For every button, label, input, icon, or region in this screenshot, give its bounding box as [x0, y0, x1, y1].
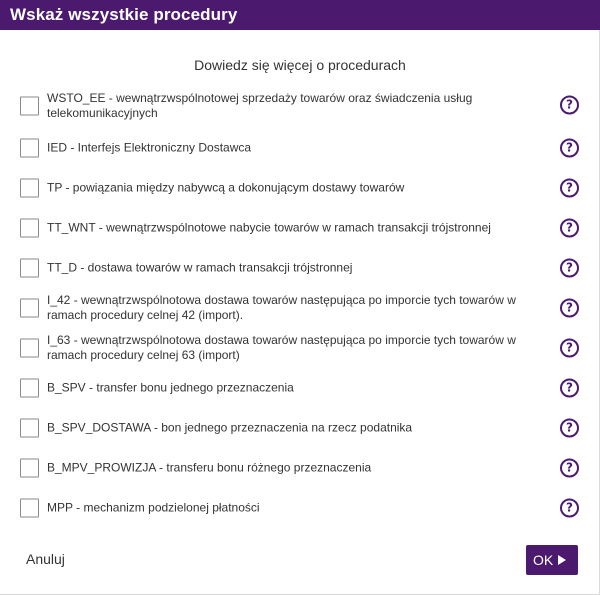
- play-arrow-icon: [558, 555, 566, 565]
- help-icon[interactable]: ?: [560, 379, 579, 398]
- procedure-checkbox[interactable]: [20, 499, 39, 518]
- ok-button-label: OK: [533, 552, 554, 568]
- procedure-row-mpp: [0, 488, 600, 528]
- help-icon[interactable]: ?: [560, 96, 579, 115]
- procedure-checkbox[interactable]: [20, 97, 39, 116]
- procedure-checkbox[interactable]: [20, 299, 39, 318]
- procedure-label: IED - Interfejs Elektroniczny Dostawca: [47, 140, 252, 155]
- cancel-button[interactable]: Anuluj: [26, 551, 65, 567]
- help-icon[interactable]: ?: [560, 139, 579, 158]
- procedure-label: TP - powiązania między nabywcą a dokonującym dostawy towarów: [47, 180, 405, 195]
- help-icon[interactable]: ?: [560, 179, 579, 198]
- procedure-row-i-63: [0, 328, 600, 368]
- procedure-checkbox[interactable]: [20, 259, 39, 278]
- procedure-label: I_63 - wewnątrzwspólnotowa dostawa towarów następująca po imporcie tych towarów w ramach procedury celnej 63 (import): [47, 333, 516, 362]
- help-icon[interactable]: ?: [560, 339, 579, 358]
- procedure-label: TT_WNT - wewnątrzwspólnotowe nabycie towarów w ramach transakcji trójstronnej: [47, 220, 491, 235]
- procedure-label: B_SPV - transfer bonu jednego przeznaczenia: [47, 380, 294, 395]
- procedure-row-i-42: [0, 288, 600, 328]
- help-icon[interactable]: ?: [560, 299, 579, 318]
- procedure-checkbox[interactable]: [20, 339, 39, 358]
- procedure-checkbox[interactable]: [20, 179, 39, 198]
- procedure-checkbox[interactable]: [20, 379, 39, 398]
- help-icon[interactable]: ?: [560, 259, 579, 278]
- procedure-label: I_42 - wewnątrzwspólnotowa dostawa towarów następująca po imporcie tych towarów w ramach procedury celnej 42 (import).: [47, 293, 516, 322]
- help-icon[interactable]: ?: [560, 419, 579, 438]
- procedure-checkbox[interactable]: [20, 139, 39, 158]
- procedure-checkbox[interactable]: [20, 419, 39, 438]
- procedure-label: B_MPV_PROWIZJA - transferu bonu różnego przeznaczenia: [47, 460, 372, 475]
- dialog-title: Wskaż wszystkie procedury: [10, 5, 238, 24]
- help-icon[interactable]: ?: [560, 219, 579, 238]
- help-icon[interactable]: ?: [560, 499, 579, 518]
- procedure-label: WSTO_EE - wewnątrzwspólnotowej sprzedaży towarów oraz świadczenia usług telekomunikacyjnych: [47, 91, 473, 120]
- procedure-row-wsto-ee: [0, 88, 600, 128]
- ok-button[interactable]: [526, 545, 578, 575]
- procedure-label: TT_D - dostawa towarów w ramach transakcji trójstronnej: [47, 260, 353, 275]
- procedure-checkbox[interactable]: [20, 459, 39, 478]
- procedure-row-tp: [0, 168, 600, 208]
- procedure-checkbox[interactable]: [20, 219, 39, 238]
- dialog-subtitle: Dowiedz się więcej o procedurach: [194, 57, 406, 73]
- procedure-row-b-spv: [0, 368, 600, 408]
- procedure-row-b-spv-dostawa: [0, 408, 600, 448]
- dialog-titlebar: [0, 0, 600, 30]
- procedure-row-b-mpv-prowizja: [0, 448, 600, 488]
- procedure-row-tt-wnt: [0, 208, 600, 248]
- procedure-row-ied: [0, 128, 600, 168]
- help-icon[interactable]: ?: [560, 459, 579, 478]
- procedure-row-tt-d: [0, 248, 600, 288]
- procedure-label: MPP - mechanizm podzielonej płatności: [47, 500, 260, 515]
- procedure-label: B_SPV_DOSTAWA - bon jednego przeznaczenia na rzecz podatnika: [47, 420, 413, 435]
